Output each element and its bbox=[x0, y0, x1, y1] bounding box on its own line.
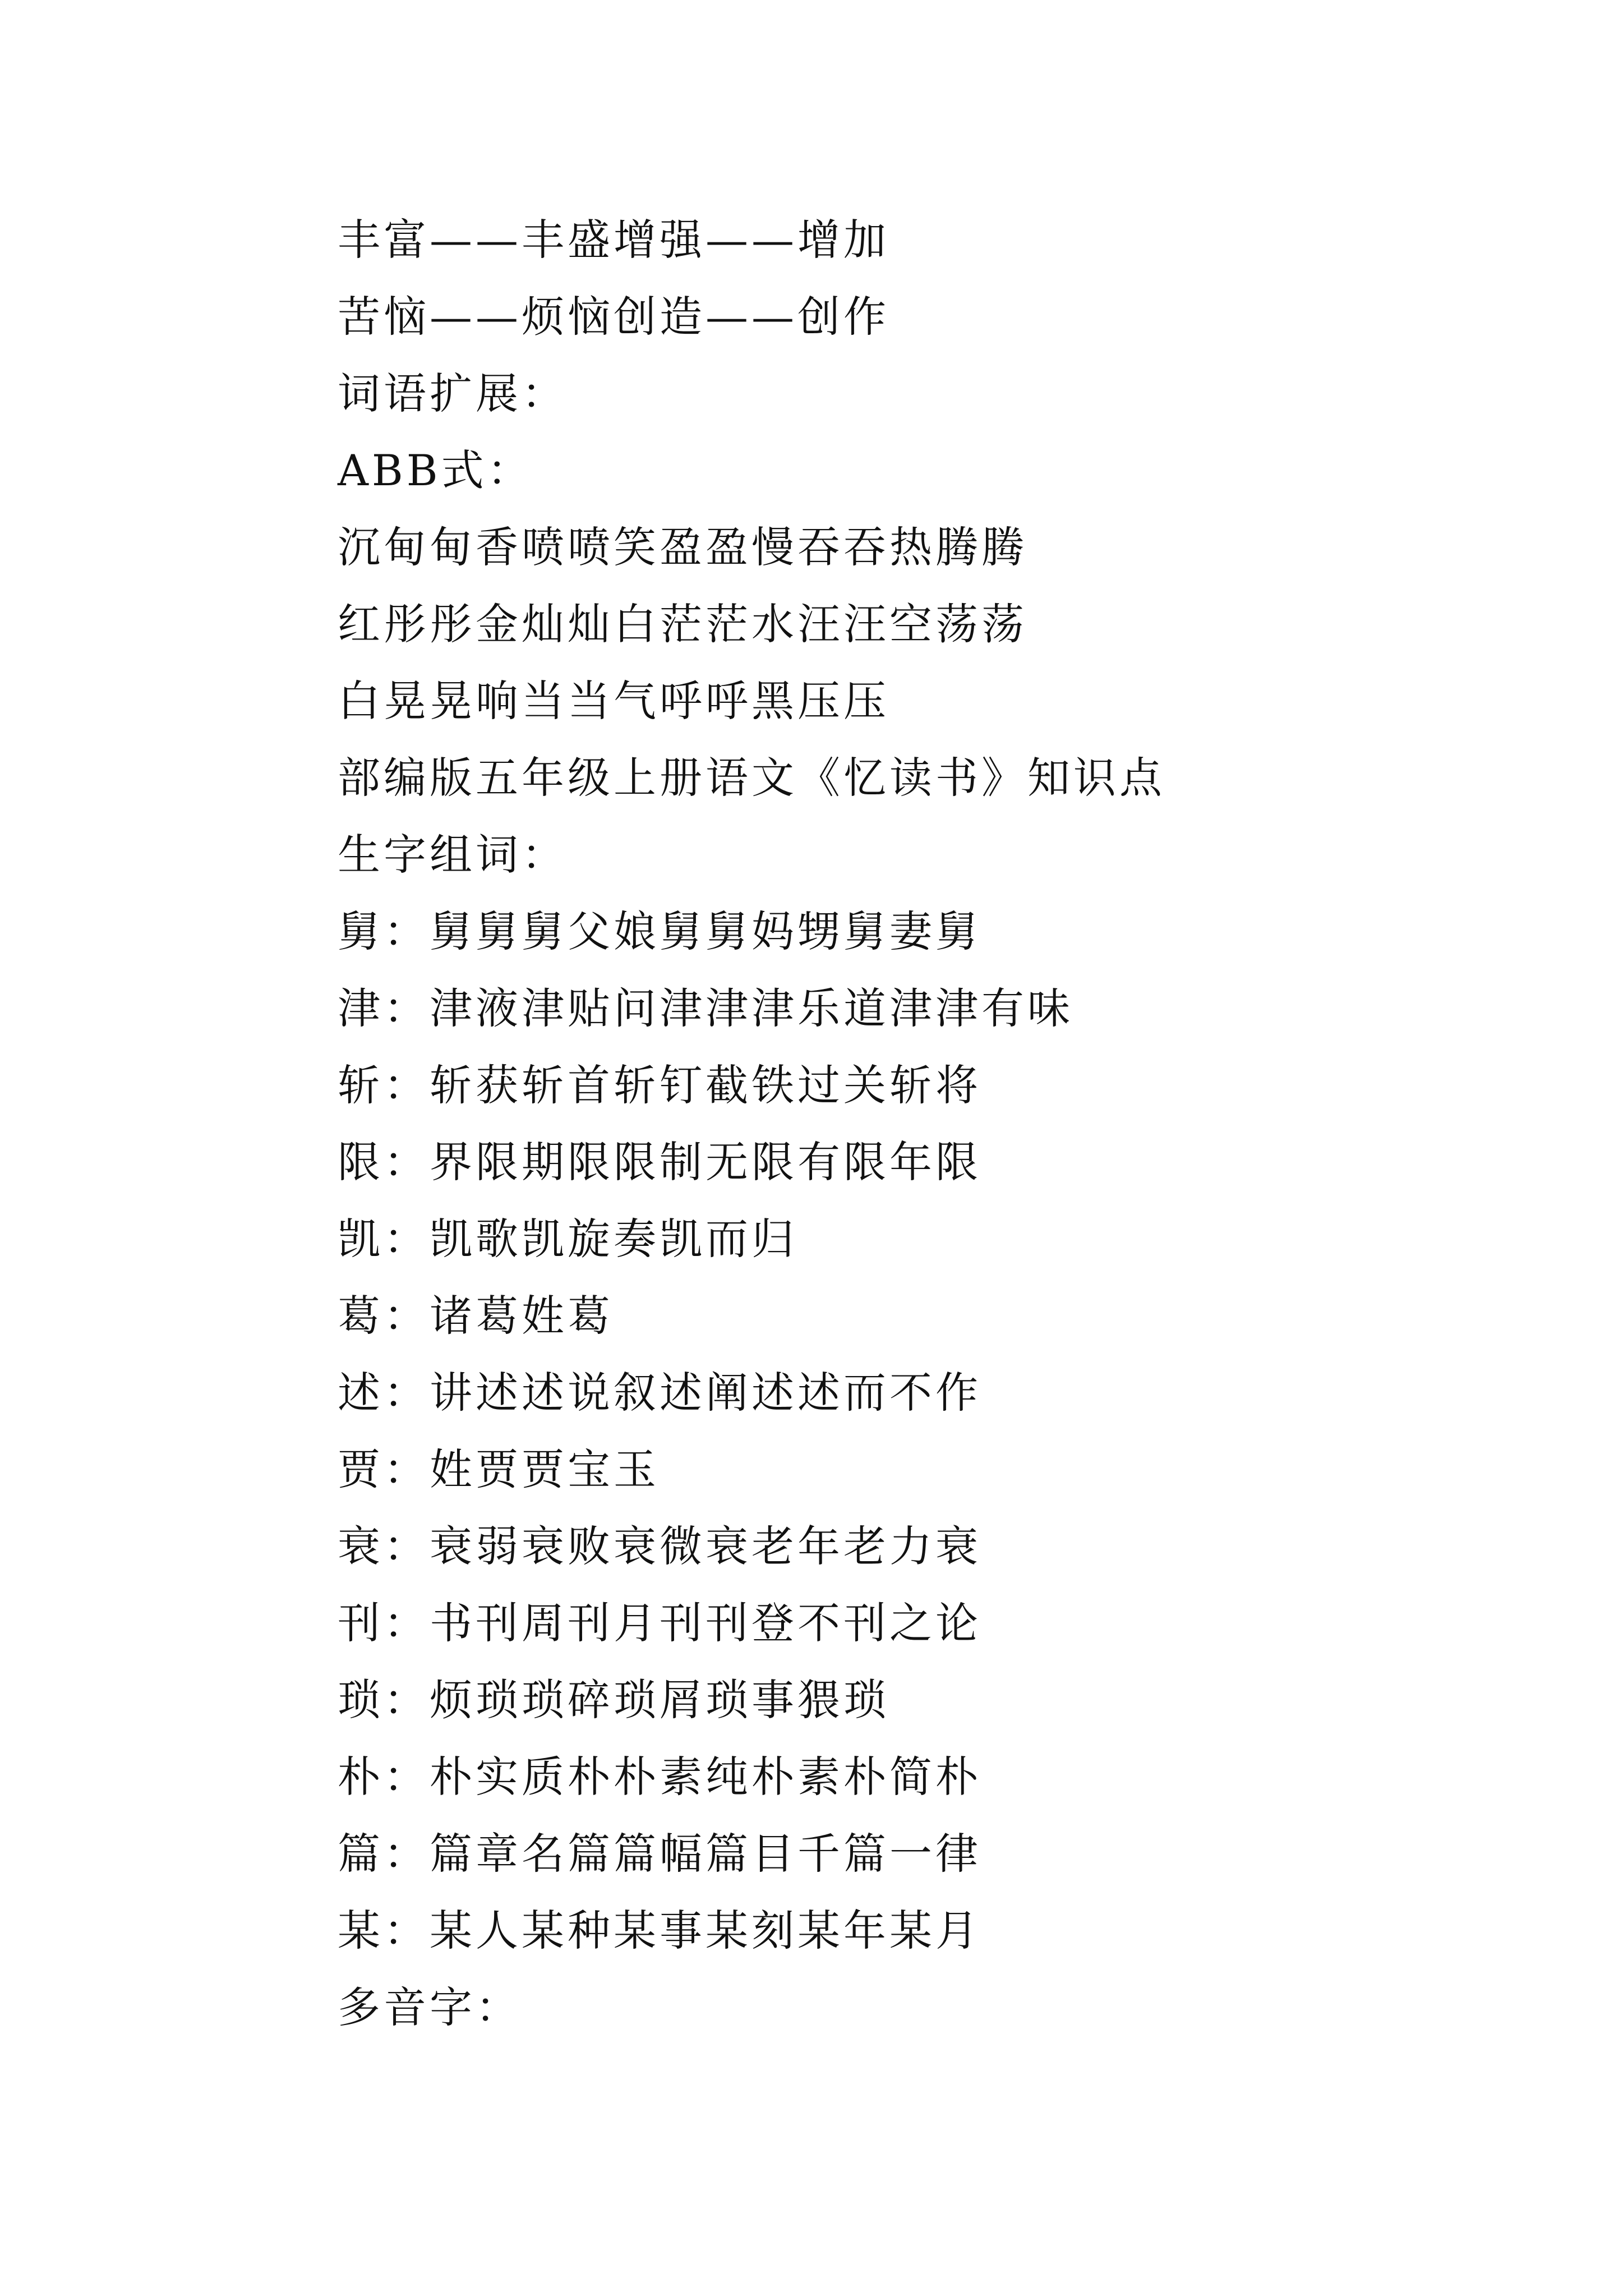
text-line: 舅：舅舅舅父娘舅舅妈甥舅妻舅 bbox=[338, 907, 981, 956]
text-line: 朴：朴实质朴朴素纯朴素朴简朴 bbox=[338, 1752, 981, 1802]
text-line: 刊：书刊周刊月刊刊登不刊之论 bbox=[338, 1598, 981, 1648]
text-line: 葛：诸葛姓葛 bbox=[338, 1291, 614, 1341]
text-line: 述：讲述述说叙述阐述述而不作 bbox=[338, 1368, 981, 1418]
text-line: 琐：烦琐琐碎琐屑琐事猥琐 bbox=[338, 1675, 889, 1725]
text-line: 篇：篇章名篇篇幅篇目千篇一律 bbox=[338, 1829, 981, 1879]
text-line: 白晃晃响当当气呼呼黑压压 bbox=[338, 676, 889, 726]
text-line: 津：津液津贴问津津津乐道津津有味 bbox=[338, 983, 1073, 1033]
section-heading: 部编版五年级上册语文《忆读书》知识点 bbox=[338, 753, 1165, 803]
text-line: 凯：凯歌凯旋奏凯而归 bbox=[338, 1214, 797, 1264]
text-line: 红彤彤金灿灿白茫茫水汪汪空荡荡 bbox=[338, 599, 1027, 649]
text-line: 沉甸甸香喷喷笑盈盈慢吞吞热腾腾 bbox=[338, 522, 1027, 572]
text-line: 生字组词： bbox=[338, 830, 568, 880]
text-line: 限：界限期限限制无限有限年限 bbox=[338, 1137, 981, 1187]
text-line: 丰富——丰盛增强——增加 bbox=[338, 215, 889, 265]
text-line: 衰：衰弱衰败衰微衰老年老力衰 bbox=[338, 1521, 981, 1571]
text-line: 词语扩展： bbox=[338, 369, 568, 418]
text-line: ABB式： bbox=[338, 445, 533, 495]
text-line: 多音字： bbox=[338, 1982, 522, 2032]
text-line: 贾：姓贾贾宝玉 bbox=[338, 1444, 660, 1494]
text-line: 斩：斩获斩首斩钉截铁过关斩将 bbox=[338, 1060, 981, 1110]
text-line: 苦恼——烦恼创造——创作 bbox=[338, 292, 889, 342]
text-line: 某：某人某种某事某刻某年某月 bbox=[338, 1906, 981, 1955]
